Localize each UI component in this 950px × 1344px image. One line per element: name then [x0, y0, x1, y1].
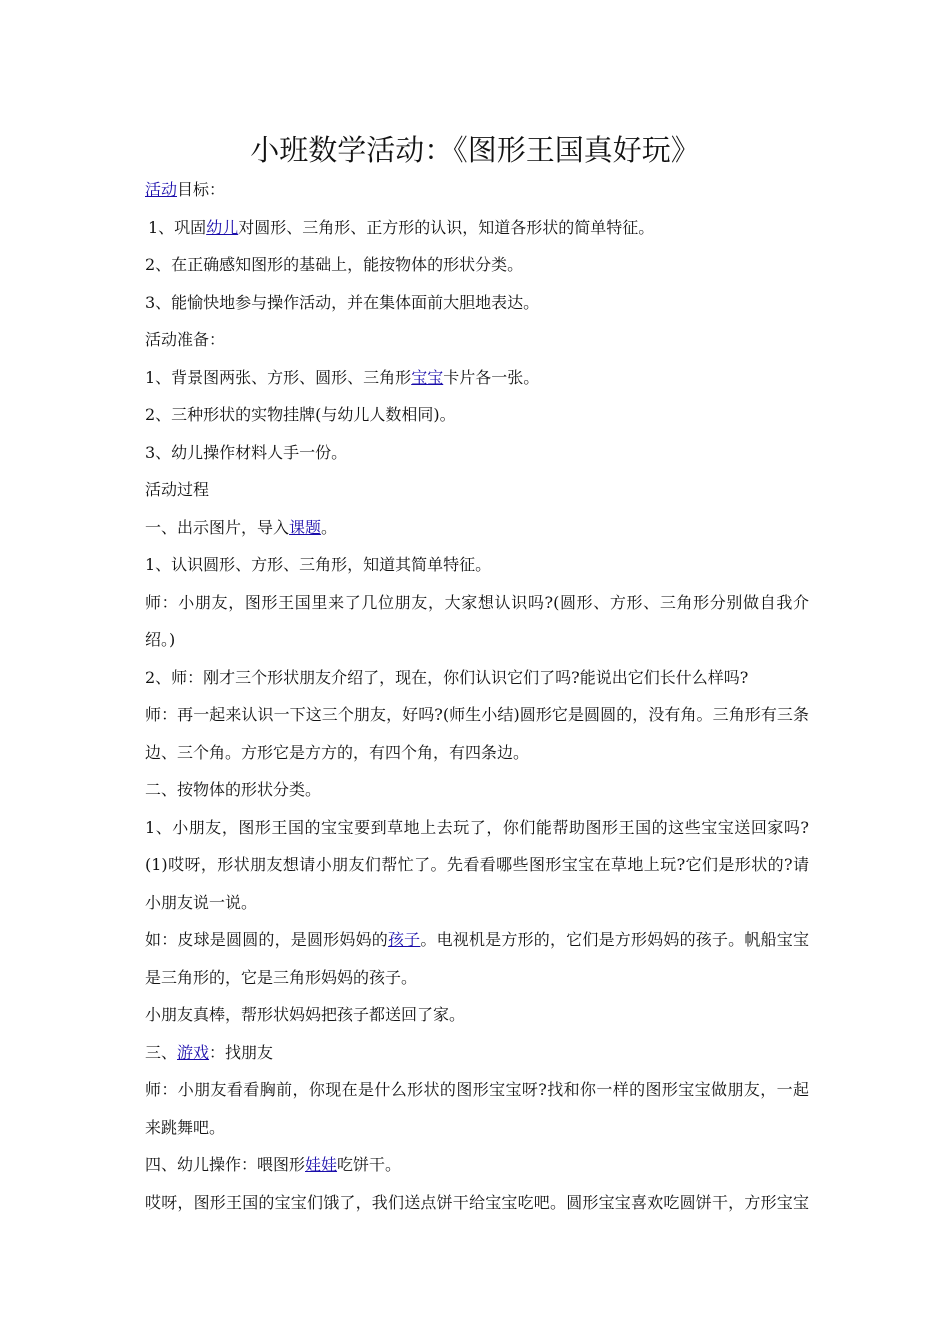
document-title: 小班数学活动：《图形王国真好玩》 [250, 133, 700, 167]
paragraph-line [145, 1034, 809, 1072]
text-span: 卡片各一张。 [443, 367, 540, 387]
text-span: 师：再一起来认识一下这三个朋友，好吗?(师生小结)圆形它是圆圆的，没有角。三角形有三条 [145, 705, 809, 724]
text-span: 绍。) [145, 630, 176, 649]
text-span: 吃饼干。 [337, 1155, 402, 1174]
keyword-link[interactable]: 孩子 [387, 930, 421, 949]
keyword-link[interactable]: 课题 [289, 517, 322, 537]
paragraph-line [145, 1109, 809, 1147]
paragraph-line [145, 284, 809, 322]
text-span: 1、小朋友，图形王国的宝宝要到草地上去玩了，你们能帮助图形王国的这些宝宝送回家吗? [145, 817, 809, 837]
text-span: 师：小朋友，图形王国里来了几位朋友，大家想认识吗?(圆形、方形、三角形分别做自我介 [145, 592, 809, 612]
document-body [145, 171, 809, 1221]
paragraph-line [145, 546, 809, 584]
keyword-link[interactable]: 活动 [145, 180, 178, 199]
text-span: 。 [321, 517, 338, 537]
text-span: 小朋友说一说。 [145, 892, 258, 912]
paragraph-line [145, 1146, 809, 1184]
text-span: 活动过程 [145, 480, 210, 499]
text-span: 目标： [177, 180, 226, 199]
text-span: 是三角形的，它是三角形妈妈的孩子。 [145, 967, 418, 987]
paragraph-line [145, 921, 809, 959]
text-span: 对圆形、三角形、正方形的认识，知道各形状的简单特征。 [238, 217, 655, 237]
keyword-link[interactable]: 幼儿 [206, 217, 239, 237]
text-span: 一、出示图片，导入 [145, 517, 290, 537]
text-span: 二、按物体的形状分类。 [145, 780, 322, 799]
paragraph-line [145, 884, 809, 922]
text-span: 2、师：刚才三个形状朋友介绍了，现在，你们认识它们了吗?能说出它们长什么样吗? [145, 667, 749, 687]
text-span: 边、三个角。方形它是方方的，有四个角，有四条边。 [145, 742, 530, 762]
text-span: 三、 [145, 1042, 178, 1062]
text-span: 活动准备： [145, 330, 226, 349]
paragraph-line [145, 734, 809, 772]
paragraph-line [145, 1071, 809, 1109]
keyword-link[interactable]: 娃娃 [305, 1155, 338, 1174]
paragraph-line [145, 696, 809, 734]
paragraph-line [145, 209, 809, 247]
paragraph-line [145, 321, 809, 359]
text-span: 1、背景图两张、方形、圆形、三角形 [145, 367, 412, 387]
text-span: (1)哎呀，形状朋友想请小朋友们帮忙了。先看看哪些图形宝宝在草地上玩?它们是形状的?请 [145, 855, 809, 874]
text-span: 1、认识圆形、方形、三角形，知道其简单特征。 [145, 555, 492, 574]
text-span: 2、在正确感知图形的基础上，能按物体的形状分类。 [145, 255, 524, 274]
paragraph-line [145, 359, 809, 397]
paragraph-line [145, 246, 809, 284]
text-span: 四、幼儿操作：喂图形 [145, 1155, 306, 1174]
text-span: ：找朋友 [209, 1042, 274, 1062]
paragraph-line [145, 846, 809, 884]
paragraph-line [145, 809, 809, 847]
text-span: 来跳舞吧。 [145, 1117, 226, 1137]
text-span: 师：小朋友看看胸前，你现在是什么形状的图形宝宝呀?找和你一样的图形宝宝做朋友，一起 [145, 1080, 809, 1099]
keyword-link[interactable]: 宝宝 [411, 367, 444, 387]
paragraph-line [145, 771, 809, 809]
paragraph-line [145, 171, 809, 209]
paragraph-line [145, 959, 809, 997]
paragraph-line [145, 584, 809, 622]
text-span: 3、能愉快地参与操作活动，并在集体面前大胆地表达。 [145, 292, 540, 312]
keyword-link[interactable]: 游戏 [177, 1042, 210, 1062]
paragraph-line [145, 1184, 809, 1222]
paragraph-line [145, 434, 809, 472]
paragraph-line [145, 471, 809, 509]
paragraph-line [145, 396, 809, 434]
text-span: 3、幼儿操作材料人手一份。 [145, 442, 348, 462]
text-span: 。电视机是方形的，它们是方形妈妈的孩子。帆船宝宝 [420, 930, 809, 949]
paragraph-line [145, 509, 809, 547]
paragraph-line [145, 621, 809, 659]
text-span: 如：皮球是圆圆的，是圆形妈妈的 [145, 930, 388, 949]
text-span: 2、三种形状的实物挂牌(与幼儿人数相同)。 [145, 405, 456, 424]
paragraph-line [145, 659, 809, 697]
text-span: 1、巩固 [148, 217, 207, 237]
text-span: 哎呀，图形王国的宝宝们饿了，我们送点饼干给宝宝吃吧。圆形宝宝喜欢吃圆饼干，方形宝宝 [145, 1192, 809, 1212]
text-span: 小朋友真棒，帮形状妈妈把孩子都送回了家。 [145, 1005, 466, 1024]
paragraph-line [145, 996, 809, 1034]
